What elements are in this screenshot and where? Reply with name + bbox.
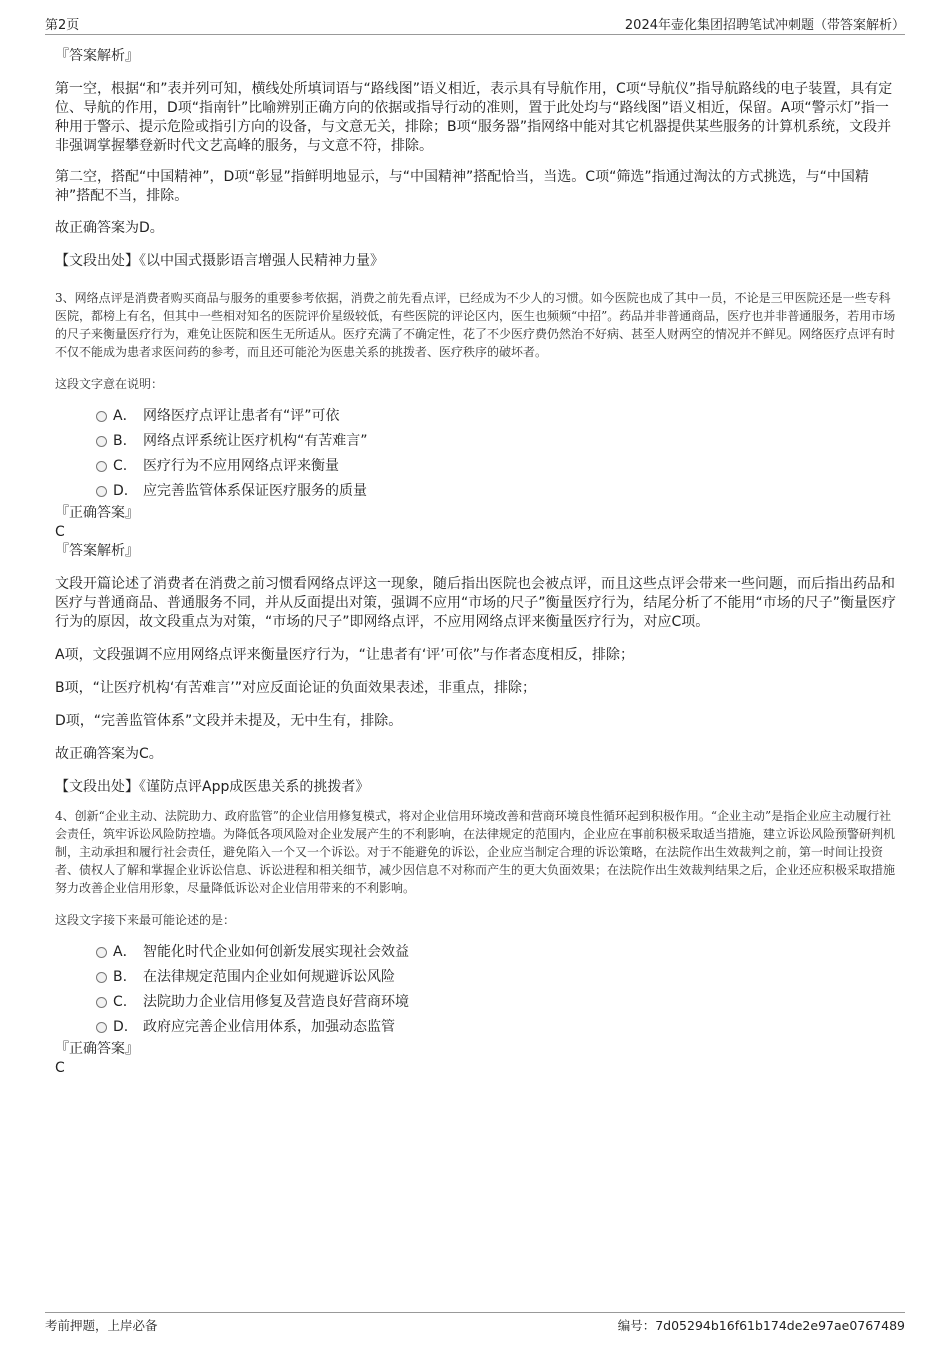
source-citation: 【文段出处】《谨防点评App成医患关系的挑拨者》 — [55, 779, 370, 795]
analysis-paragraph: 第一空，根据“和”表并列可知，横线处所填词语与“路线图”语义相近，表示具有导航作用，C项“导航仪”指导航路线的电子装置，具有定位、导航的作用，D项“指南针”比喻辨别正确方向的依据或指导行动的准则，置于此处均与“路线图”语义相近，保留。A项“警示灯”指一种用于警示、提示危险或指引方向的设备，与文意无关，排除；B项“服务器”指网络中能对其它机器提供某些服务的计算机系统，文段并非强调掌握攀登新时代文艺高峰的服务，与文意不符，排除。 — [55, 81, 893, 154]
document-title: 2024年壶化集团招聘笔试冲刺题（带答案解析） — [624, 18, 905, 33]
option-b[interactable]: B. 网络点评系统让医疗机构“有苦难言” — [55, 432, 900, 451]
option-d[interactable]: D. 应完善监管体系保证医疗服务的质量 — [55, 482, 900, 501]
radio-icon[interactable] — [96, 997, 107, 1008]
answer-label: 『正确答案』 — [55, 1041, 139, 1057]
analysis-paragraph: D项，“完善监管体系”文段并未提及，无中生有，排除。 — [55, 713, 403, 729]
analysis-paragraph: 第二空，搭配“中国精神”，D项“彰显”指鲜明地显示，与“中国精神”搭配恰当，当选。C项“筛选”指通过淘汰的方式挑选，与“中国精神”搭配不当，排除。 — [55, 169, 869, 204]
document-code: 编号：7d05294b16f61b174de2e97ae0767489 — [617, 1318, 905, 1333]
page-number: 第2页 — [45, 18, 80, 33]
radio-icon[interactable] — [96, 436, 107, 447]
page-footer — [45, 1312, 905, 1335]
analysis-paragraph: 文段开篇论述了消费者在消费之前习惯看网络点评这一现象，随后指出医院也会被点评，而且这些点评会带来一些问题，而后指出药品和医疗与普通商品、普通服务不同，并从反面提出对策，强调不应用“市场的尺子”衡量医疗行为，结尾分析了不能用“市场的尺子”衡量医疗行为的原因，故文段重点为对策，“市场的尺子”即网络点评，不应用网络点评来衡量医疗行为，对应C项。 — [55, 576, 897, 630]
analysis-label: 『答案解析』 — [55, 48, 139, 64]
analysis-paragraph: B项，“让医疗机构‘有苦难言’”对应反面论证的负面效果表述，非重点，排除； — [55, 680, 537, 696]
radio-icon[interactable] — [96, 486, 107, 497]
answer-value: C — [55, 1060, 65, 1076]
radio-icon[interactable] — [96, 972, 107, 983]
option-c[interactable]: C. 法院助力企业信用修复及营造良好营商环境 — [55, 993, 900, 1012]
analysis-conclusion: 故正确答案为D。 — [55, 220, 164, 236]
question-text: 4、创新“企业主动、法院助力、政府监管”的企业信用修复模式，将对企业信用环境改善和营商环境良性循环起到积极作用。“企业主动”是指企业应主动履行社会责任，筑牢诉讼风险防控墙。为降低各项风险对企业发展产生的不利影响，在法律规定的范围内，企业应在事前积极采取适当措施，建立诉讼风险预警研判机制，主动承担和履行社会责任，避免陷入一个又一个诉讼。对于不能避免的诉讼，企业应当制定合理的诉讼策略，在法院作出生效裁判之前，第一时间让投资者、债权人了解和掌握企业诉讼信息、诉讼进程和相关细节，减少因信息不对称而产生的更大负面效果；在法院作出生效裁判结果之后，企业还应积极采取措施努力改善企业信用形象，尽量降低诉讼对企业信用带来的不利影响。 — [55, 809, 896, 895]
footer-slogan: 考前押题，上岸必备 — [45, 1318, 158, 1333]
page-header — [45, 12, 905, 35]
option-d[interactable]: D. 政府应完善企业信用体系，加强动态监管 — [55, 1018, 900, 1037]
option-b[interactable]: B. 在法律规定范围内企业如何规避诉讼风险 — [55, 968, 900, 987]
option-list — [55, 407, 900, 501]
option-c[interactable]: C. 医疗行为不应用网络点评来衡量 — [55, 457, 900, 476]
analysis-paragraph: A项，文段强调不应用网络点评来衡量医疗行为，“让患者有‘评’可依”与作者态度相反，排除； — [55, 647, 634, 663]
page-content — [55, 45, 900, 1078]
analysis-conclusion: 故正确答案为C。 — [55, 746, 163, 762]
option-list — [55, 943, 900, 1037]
option-a[interactable]: A． 智能化时代企业如何创新发展实现社会效益 — [55, 943, 900, 962]
question-text: 3、网络点评是消费者购买商品与服务的重要参考依据，消费之前先看点评，已经成为不少人的习惯。如今医院也成了其中一员，不论是三甲医院还是一些专科医院，都榜上有名，但其中一些相对知名的医院评价星级较低，有些医院的评论区内，医生也频频“中招”。药品并非普通商品，医疗也并非普通服务，若用市场的尺子来衡量医疗行为，难免让医院和医生无所适从。医疗充满了不确定性，花了不少医疗费仍然治不好病、甚至人财两空的情况并不鲜见。网络医疗点评有时不仅不能成为患者求医问药的参考，而且还可能沦为医患关系的挑拨者、医疗秩序的破坏者。 — [55, 291, 896, 359]
option-a[interactable]: A． 网络医疗点评让患者有“评”可依 — [55, 407, 900, 426]
radio-icon[interactable] — [96, 1022, 107, 1033]
answer-value: C — [55, 524, 65, 540]
radio-icon[interactable] — [96, 947, 107, 958]
source-citation: 【文段出处】《以中国式摄影语言增强人民精神力量》 — [55, 253, 384, 269]
radio-icon[interactable] — [96, 411, 107, 422]
answer-label: 『正确答案』 — [55, 505, 139, 521]
radio-icon[interactable] — [96, 461, 107, 472]
question-prompt: 这段文字接下来最可能论述的是： — [55, 913, 236, 927]
question-prompt: 这段文字意在说明： — [55, 377, 164, 391]
analysis-label: 『答案解析』 — [55, 543, 139, 559]
